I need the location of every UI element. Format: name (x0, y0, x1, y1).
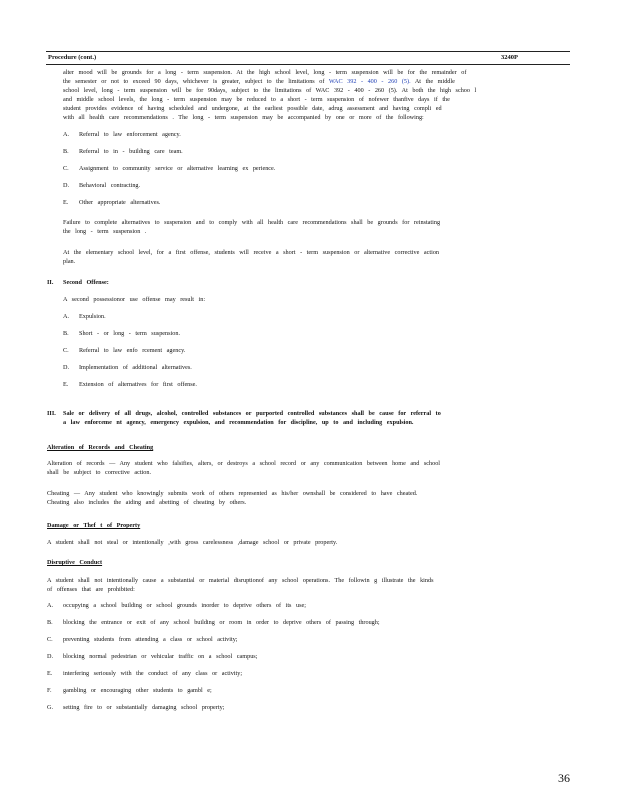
alteration-line-1: Alteration of records — Any student who falsifies, alters, or destroys a school record or any communication between home and school (47, 460, 441, 467)
cheating-line-2: Cheating also includes the aiding and abetting of cheating by others. (47, 499, 247, 506)
failure-line-1: Failure to complete alternatives to suspension and to comply with all health care recommendations shall be grounds for reinstating (63, 219, 441, 226)
intro-line-4: and middle school levels, the long - term suspension may be reduced to a short - term suspension of nofewer thanfive days if the (63, 96, 450, 103)
intro-line-2: the semester or not to exceed 90 days, whichever is greater, subject to the limitations of WAC 392 - 400 - 260 (5). At the middle (63, 78, 455, 85)
failure-line-2: the long - term suspension . (63, 228, 147, 235)
intro-line-1: alter mood will be grounds for a long - term suspension. At the high school level, long - term suspension will be for the remainder of (63, 69, 467, 76)
damage-heading: Damage or Thef t of Property (47, 522, 141, 529)
cheating-line-1: Cheating — Any student who knowingly submits work of others represented as his/her ownshall be considered to have cheated. (47, 490, 418, 497)
section-2-number: II. (47, 279, 54, 286)
disruptive-line-2: of offenses that are prohibited: (47, 586, 135, 593)
page-header (46, 51, 570, 65)
header-policy-number: 3240P (501, 54, 518, 61)
page-number: 36 (558, 771, 570, 785)
intro-line-5: student provides evidence of having scheduled and undergone, at the earliest possible date, adrug assessment and having compli ed (63, 105, 442, 112)
alteration-line-2: shall be subject to corrective action. (47, 469, 151, 476)
section-2-title: Second Offense: (63, 279, 109, 286)
document-page: Procedure (cont.) 3240P alter mood will be grounds for a long - term suspension. At the high school level, long - term suspension will be for the remainder of the semester or not to exceed 90 days, whichever is greater, subject to the limitations of WAC 392 - 400 - 260 (5). At the middle school level, long - term suspension will be for 90days, subject to the limitations of WAC 392 - 400 - 260 (5). At both the high schoo l and middle school levels, the long - term suspension may be reduced to a short - term suspension of nofewer thanfive days if the student provides evidence of having scheduled and undergone, at the earliest possible date, adrug assessment and having compli ed with all health care recommendations . The long - term suspension may be accompanied by one or more of the following: A. Referral to law enforcement agency. B. Referral to in - building care team. C. Assignment to community service or alternative learning ex perience. D. Behavioral contracting. E. Other appropriate alternatives. Failure to complete alternatives to suspension and to comply with all health care recommendations shall be grounds for reinstating the long - term suspension . At the elementary school level, for a first offense, students will receive a short - term suspension or alternative corrective action plan. II. Second Offense: A second possessionor use offense may result in: A. Expulsion. B. Short - or long - term suspension. C. Referral to law enfo rcement agency. D. Implementation of additional alternatives. E. Extension of alternatives for first offense. III. Sale or delivery of all drugs, alcohol, controlled substances or purported controlled substances shall be cause for referral to a law enforceme nt agency, emergency expulsion, and recommendation for discipline, up to and including expulsion. Alteration of Records and Cheating Alteration of records — Any student who falsifies, alters, or destroys a school record or any communication between home and school shall be subject to corrective action. Cheating — Any student who knowingly submits work of others represented as his/her ownshall be considered to have cheated. Cheating also includes the aiding and abetting of cheating by others. Damage or Thef t of Property A student shall not steal or intentionally ,with gross carelessness ,damage school or private property. Disruptive Conduct A student shall not intentionally cause a substantial or material disruptionof any school operations. The followin g illustrate the kinds of offenses that are prohibited: A. occupying a school building or school grounds inorder to deprive others of its use; B. blocking the entrance or exit of any school building or room in order to deprive others of passing through; C. preventing students from attending a class or school activity; D. blocking normal pedestrian or vehicular traffic on a school campus; E. interfering seriously with the conduct of any class or activity; F. gambling or encouraging other students to gambl e; G. setting fire to or substantially damaging school property; 36 (0, 0, 618, 800)
intro-line-6: with all health care recommendations . The long - term suspension may be accompanied by one or more of the following: (63, 114, 424, 121)
elementary-line-2: plan. (63, 258, 76, 265)
elementary-line-1: At the elementary school level, for a first offense, students will receive a short - term suspension or alternative corrective action (63, 249, 440, 256)
section-3-line-1: Sale or delivery of all drugs, alcohol, controlled substances or purported controlled substances shall be cause for referral to (63, 410, 441, 417)
disruptive-heading: Disruptive Conduct (47, 559, 103, 566)
damage-line-1: A student shall not steal or intentionally ,with gross carelessness ,damage school or private property. (47, 539, 338, 546)
section-2-intro: A second possessionor use offense may result in: (63, 296, 206, 303)
section-3-line-2: a law enforceme nt agency, emergency expulsion, and recommendation for discipline, up to and including expulsion. (63, 419, 414, 426)
alteration-heading: Alteration of Records and Cheating (47, 444, 154, 451)
disruptive-line-1: A student shall not intentionally cause a substantial or material disruptionof any school operations. The followin g illustrate the kinds (47, 577, 434, 584)
header-procedure-label: Procedure (cont.) (48, 54, 97, 61)
intro-line-3: school level, long - term suspension will be for 90days, subject to the limitations of WAC 392 - 400 - 260 (5). At both the high schoo l (63, 87, 477, 94)
section-3-number: III. (47, 410, 56, 417)
wac-reference-link[interactable]: WAC 392 - 400 - 260 (5). (328, 78, 411, 85)
